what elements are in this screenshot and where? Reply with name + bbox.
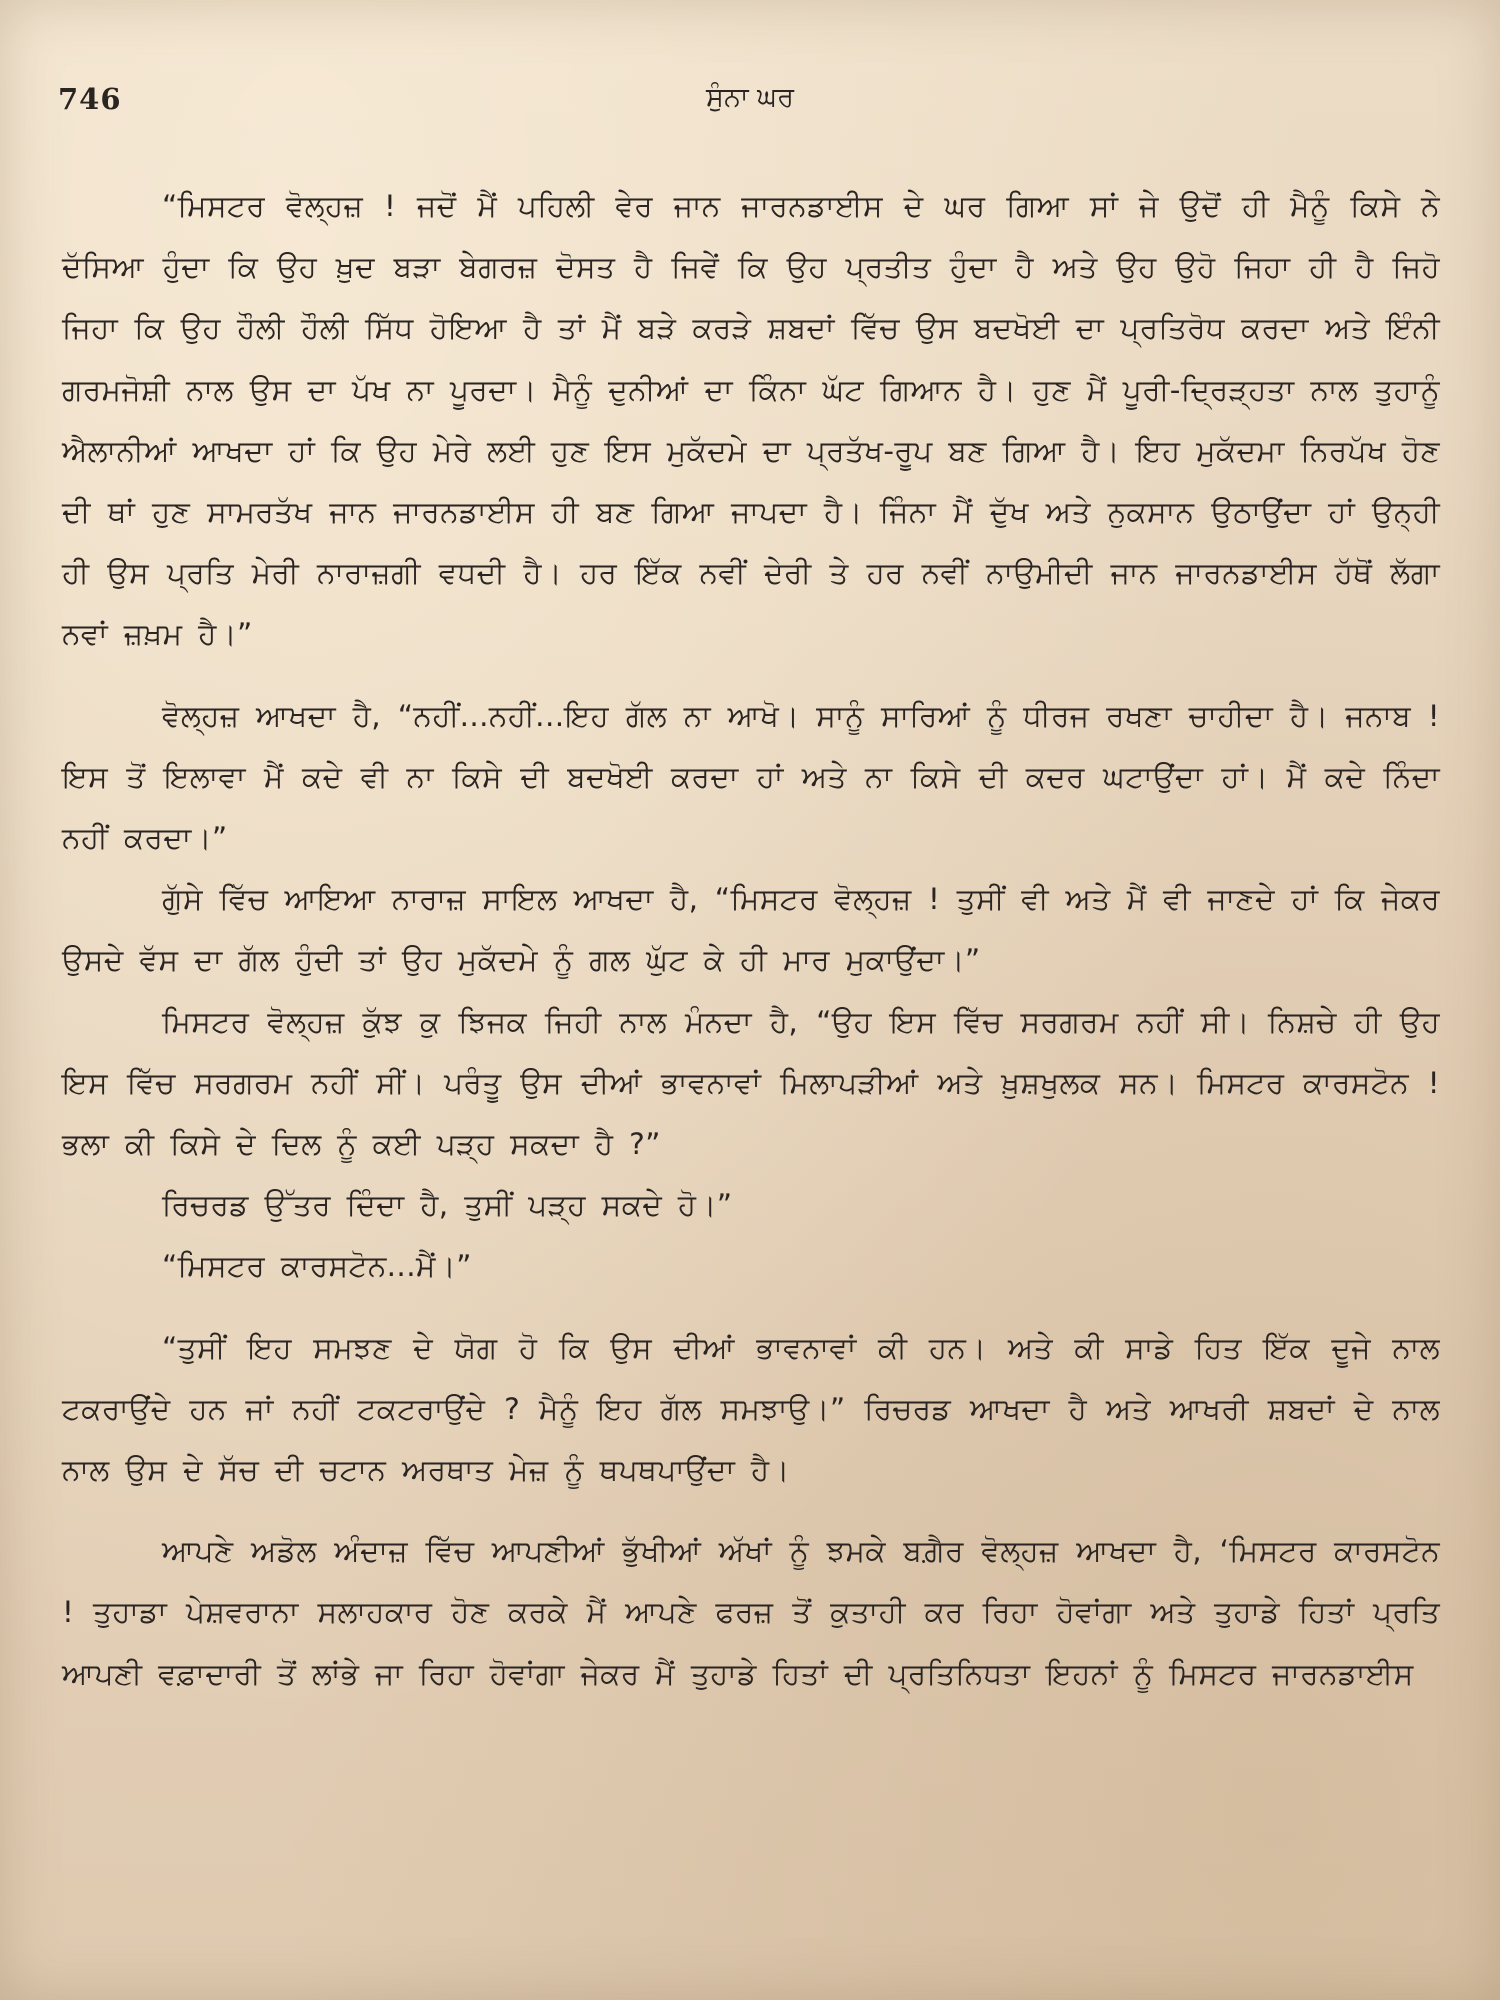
running-head: ਸੁੰਨਾ ਘਰ [706,82,794,113]
paragraph: ਆਪਣੇ ਅਡੋਲ ਅੰਦਾਜ਼ ਵਿੱਚ ਆਪਣੀਆਂ ਭੁੱਖੀਆਂ ਅੱਖਾਂ ਨੂੰ ਝਮਕੇ ਬਗ਼ੈਰ ਵੋਲ੍ਹਜ਼ ਆਖਦਾ ਹੈ, ‘ਮਿਸਟਰ ਕਾਰਸਟੋਨ ! ਤੁਹਾਡਾ ਪੇਸ਼ਵਰਾਨਾ ਸਲਾਹਕਾਰ ਹੋਣ ਕਰਕੇ ਮੈਂ ਆਪਣੇ ਫਰਜ਼ ਤੋਂ ਕੁਤਾਹੀ ਕਰ ਰਿਹਾ ਹੋਵਾਂਗਾ ਅਤੇ ਤੁਹਾਡੇ ਹਿਤਾਂ ਪ੍ਰਤਿ ਆਪਣੀ ਵਫ਼ਾਦਾਰੀ ਤੋਂ ਲਾਂਭੇ ਜਾ ਰਿਹਾ ਹੋਵਾਂਗਾ ਜੇਕਰ ਮੈਂ ਤੁਹਾਡੇ ਹਿਤਾਂ ਦੀ ਪ੍ਰਤਿਨਿਧਤਾ ਇਹਨਾਂ ਨੂੰ ਮਿਸਟਰ ਜਾਰਨਡਾਈਸ [62,1534,1440,1691]
body-text [62,176,1440,1705]
paragraph: “ਮਿਸਟਰ ਵੋਲ੍ਹਜ਼ ! ਜਦੋਂ ਮੈਂ ਪਹਿਲੀ ਵੇਰ ਜਾਨ ਜਾਰਨਡਾਈਸ ਦੇ ਘਰ ਗਿਆ ਸਾਂ ਜੇ ਉਦੋਂ ਹੀ ਮੈਨੂੰ ਕਿਸੇ ਨੇ ਦੱਸਿਆ ਹੁੰਦਾ ਕਿ ਉਹ ਖ਼ੁਦ ਬੜਾ ਬੇਗਰਜ਼ ਦੋਸਤ ਹੈ ਜਿਵੇਂ ਕਿ ਉਹ ਪ੍ਰਤੀਤ ਹੁੰਦਾ ਹੈ ਅਤੇ ਉਹ ਉਹੋ ਜਿਹਾ ਹੀ ਹੈ ਜਿਹੋ ਜਿਹਾ ਕਿ ਉਹ ਹੌਲੀ ਹੌਲੀ ਸਿੱਧ ਹੋਇਆ ਹੈ ਤਾਂ ਮੈਂ ਬੜੇ ਕਰੜੇ ਸ਼ਬਦਾਂ ਵਿੱਚ ਉਸ ਬਦਖੋਈ ਦਾ ਪ੍ਰਤਿਰੋਧ ਕਰਦਾ ਅਤੇ ਇੰਨੀ ਗਰਮਜੋਸ਼ੀ ਨਾਲ ਉਸ ਦਾ ਪੱਖ ਨਾ ਪੂਰਦਾ। ਮੈਨੂੰ ਦੁਨੀਆਂ ਦਾ ਕਿੰਨਾ ਘੱਟ ਗਿਆਨ ਹੈ। ਹੁਣ ਮੈਂ ਪੂਰੀ-ਦ੍ਰਿੜ੍ਹਤਾ ਨਾਲ ਤੁਹਾਨੂੰ ਐਲਾਨੀਆਂ ਆਖਦਾ ਹਾਂ ਕਿ ਉਹ ਮੇਰੇ ਲਈ ਹੁਣ ਇਸ ਮੁਕੱਦਮੇ ਦਾ ਪ੍ਰਤੱਖ-ਰੂਪ ਬਣ ਗਿਆ ਹੈ। ਇਹ ਮੁਕੱਦਮਾ ਨਿਰਪੱਖ ਹੋਣ ਦੀ ਥਾਂ ਹੁਣ ਸਾਮਰਤੱਖ ਜਾਨ ਜਾਰਨਡਾਈਸ ਹੀ ਬਣ ਗਿਆ ਜਾਪਦਾ ਹੈ। ਜਿੰਨਾ ਮੈਂ ਦੁੱਖ ਅਤੇ ਨੁਕਸਾਨ ਉਠਾਉਂਦਾ ਹਾਂ ਉਨ੍ਹੀ ਹੀ ਉਸ ਪ੍ਰਤਿ ਮੇਰੀ ਨਾਰਾਜ਼ਗੀ ਵਧਦੀ ਹੈ। ਹਰ ਇੱਕ ਨਵੀਂ ਦੇਰੀ ਤੇ ਹਰ ਨਵੀਂ ਨਾਉਮੀਦੀ ਜਾਨ ਜਾਰਨਡਾਈਸ ਹੱਥੋਂ ਲੱਗਾ ਨਵਾਂ ਜ਼ਖ਼ਮ ਹੈ।” [62,189,1440,652]
paragraph: ਵੋਲ੍ਹਜ਼ ਆਖਦਾ ਹੈ, “ਨਹੀਂ...ਨਹੀਂ...ਇਹ ਗੱਲ ਨਾ ਆਖੋ। ਸਾਨੂੰ ਸਾਰਿਆਂ ਨੂੰ ਧੀਰਜ ਰਖਣਾ ਚਾਹੀਦਾ ਹੈ। ਜਨਾਬ ! ਇਸ ਤੋਂ ਇਲਾਵਾ ਮੈਂ ਕਦੇ ਵੀ ਨਾ ਕਿਸੇ ਦੀ ਬਦਖੋਈ ਕਰਦਾ ਹਾਂ ਅਤੇ ਨਾ ਕਿਸੇ ਦੀ ਕਦਰ ਘਟਾਉਂਦਾ ਹਾਂ। ਮੈਂ ਕਦੇ ਨਿੰਦਾ ਨਹੀਂ ਕਰਦਾ।” [62,698,1440,856]
page-number: 746 [58,82,122,116]
paragraph: “ਮਿਸਟਰ ਕਾਰਸਟੋਨ...ਮੈਂ।” [162,1249,472,1284]
paragraph: ਮਿਸਟਰ ਵੋਲ੍ਹਜ਼ ਕੁੱਝ ਕੁ ਝਿਜਕ ਜਿਹੀ ਨਾਲ ਮੰਨਦਾ ਹੈ, “ਉਹ ਇਸ ਵਿੱਚ ਸਰਗਰਮ ਨਹੀਂ ਸੀ। ਨਿਸ਼ਚੇ ਹੀ ਉਹ ਇਸ ਵਿੱਚ ਸਰਗਰਮ ਨਹੀਂ ਸੀਂ। ਪਰੰਤੂ ਉਸ ਦੀਆਂ ਭਾਵਨਾਵਾਂ ਮਿਲਾਪੜੀਆਂ ਅਤੇ ਖ਼ੁਸ਼ਖੁਲਕ ਸਨ। ਮਿਸਟਰ ਕਾਰਸਟੋਨ ! ਭਲਾ ਕੀ ਕਿਸੇ ਦੇ ਦਿਲ ਨੂੰ ਕਈ ਪੜ੍ਹ ਸਕਦਾ ਹੈ ?” [62,1004,1440,1162]
paragraph: “ਤੁਸੀਂ ਇਹ ਸਮਝਣ ਦੇ ਯੋਗ ਹੋ ਕਿ ਉਸ ਦੀਆਂ ਭਾਵਨਾਵਾਂ ਕੀ ਹਨ। ਅਤੇ ਕੀ ਸਾਡੇ ਹਿਤ ਇੱਕ ਦੂਜੇ ਨਾਲ ਟਕਰਾਉਂਦੇ ਹਨ ਜਾਂ ਨਹੀਂ ਟਕਟਰਾਉਂਦੇ ? ਮੈਨੂੰ ਇਹ ਗੱਲ ਸਮਝਾਉ।” ਰਿਚਰਡ ਆਖਦਾ ਹੈ ਅਤੇ ਆਖਰੀ ਸ਼ਬਦਾਂ ਦੇ ਨਾਲ ਨਾਲ ਉਸ ਦੇ ਸੱਚ ਦੀ ਚਟਾਨ ਅਰਥਾਤ ਮੇਜ਼ ਨੂੰ ਥਪਥਪਾਉਂਦਾ ਹੈ। [62,1330,1440,1488]
paragraph: ਗੁੱਸੇ ਵਿੱਚ ਆਇਆ ਨਾਰਾਜ਼ ਸਾਇਲ ਆਖਦਾ ਹੈ, “ਮਿਸਟਰ ਵੋਲ੍ਹਜ਼ ! ਤੁਸੀਂ ਵੀ ਅਤੇ ਮੈਂ ਵੀ ਜਾਣਦੇ ਹਾਂ ਕਿ ਜੇਕਰ ਉਸਦੇ ਵੱਸ ਦਾ ਗੱਲ ਹੁੰਦੀ ਤਾਂ ਉਹ ਮੁਕੱਦਮੇ ਨੂੰ ਗਲ ਘੁੱਟ ਕੇ ਹੀ ਮਾਰ ਮੁਕਾਉਂਦਾ।” [62,882,1440,978]
page-header [58,82,1442,132]
paragraph: ਰਿਚਰਡ ਉੱਤਰ ਦਿੰਦਾ ਹੈ, ਤੁਸੀਂ ਪੜ੍ਹ ਸਕਦੇ ਹੋ।” [162,1188,733,1223]
